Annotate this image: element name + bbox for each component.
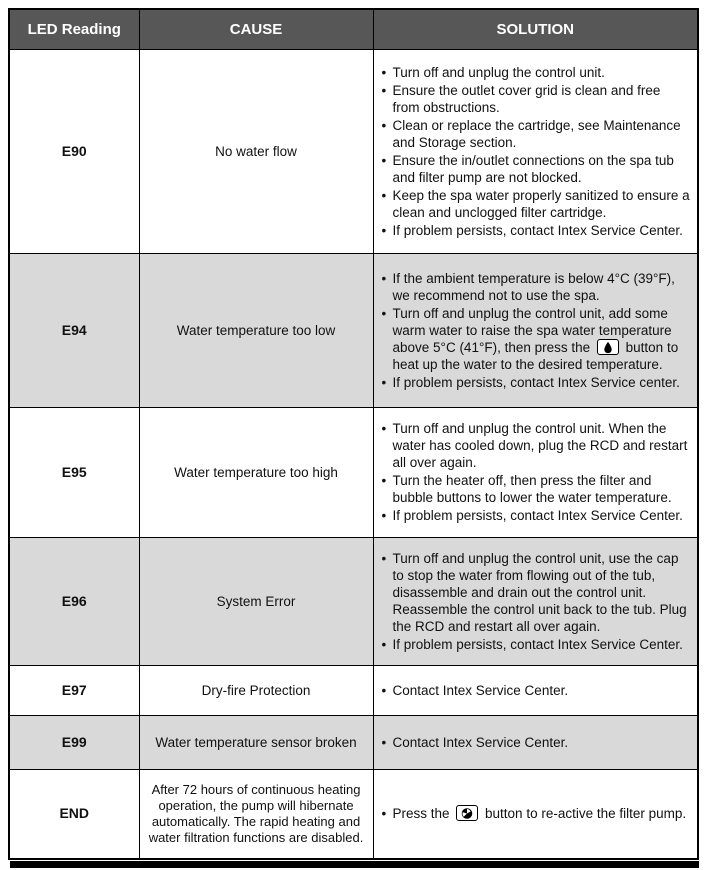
solution-item: • Turn off and unplug the control unit. When the water has cooled down, plug the RCD and restart all over again. bbox=[380, 420, 692, 471]
solution-item: • Clean or replace the cartridge, see Maintenance and Storage section. bbox=[380, 117, 692, 151]
solution-item: • If the ambient temperature is below 4°C (39°F), we recommend not to use the spa. bbox=[380, 270, 692, 304]
led-code: E99 bbox=[9, 715, 139, 769]
table-row-e97 bbox=[9, 665, 698, 715]
header-solution: SOLUTION bbox=[373, 9, 698, 49]
header-row bbox=[9, 9, 698, 49]
solution-text: Press the bbox=[392, 806, 454, 822]
solution-item: • Keep the spa water properly sanitized to ensure a clean and unclogged filter cartridge. bbox=[380, 187, 692, 221]
solution-cell bbox=[373, 665, 698, 715]
filter-button-icon bbox=[456, 805, 478, 821]
solution-text: button to re-active the filter pump. bbox=[481, 806, 687, 822]
solution-item: • Ensure the outlet cover grid is clean and free from obstructions. bbox=[380, 82, 692, 116]
cause-text: Water temperature too low bbox=[139, 253, 373, 407]
solution-item bbox=[380, 805, 692, 822]
header-led-reading: LED Reading bbox=[9, 9, 139, 49]
solution-item: • Contact Intex Service Center. bbox=[380, 682, 692, 699]
solution-item: • Ensure the in/outlet connections on the spa tub and filter pump are not blocked. bbox=[380, 152, 692, 186]
led-code: E97 bbox=[9, 665, 139, 715]
led-code: E96 bbox=[9, 537, 139, 665]
table-row-e90 bbox=[9, 49, 698, 253]
heater-button-icon bbox=[597, 339, 619, 355]
cause-text: Water temperature too high bbox=[139, 407, 373, 537]
led-code: E90 bbox=[9, 49, 139, 253]
solution-item: • If problem persists, contact Intex Service Center. bbox=[380, 222, 692, 239]
header-cause: CAUSE bbox=[139, 9, 373, 49]
led-code: END bbox=[9, 769, 139, 859]
table-row-e99 bbox=[9, 715, 698, 769]
solution-item bbox=[380, 305, 692, 373]
solution-text: Turn off and unplug the control unit, add some warm water to raise the spa water temperature above 5°C (41°F), then press the bbox=[392, 305, 672, 355]
led-code: E94 bbox=[9, 253, 139, 407]
cause-text: No water flow bbox=[139, 49, 373, 253]
cause-text: Dry-fire Protection bbox=[139, 665, 373, 715]
solution-cell bbox=[373, 407, 698, 537]
solution-cell bbox=[373, 537, 698, 665]
table-row-e95 bbox=[9, 407, 698, 537]
table-row-e94 bbox=[9, 253, 698, 407]
solution-text: button to heat up the water to the desired temperature. bbox=[392, 339, 679, 372]
solution-cell bbox=[373, 715, 698, 769]
cause-text: System Error bbox=[139, 537, 373, 665]
solution-item: • Turn off and unplug the control unit. bbox=[380, 64, 692, 81]
solution-item: • Contact Intex Service Center. bbox=[380, 734, 692, 751]
cause-text: After 72 hours of continuous heating operation, the pump will hibernate automatically. The rapid heating and water filtration functions are disabled. bbox=[139, 769, 373, 859]
table-row-e96 bbox=[9, 537, 698, 665]
page-edge-bar bbox=[10, 861, 699, 868]
led-code: E95 bbox=[9, 407, 139, 537]
troubleshooting-table bbox=[8, 8, 699, 860]
solution-item: • If problem persists, contact Intex Service center. bbox=[380, 374, 692, 391]
solution-item: • If problem persists, contact Intex Service Center. bbox=[380, 507, 692, 524]
solution-cell bbox=[373, 769, 698, 859]
solution-item: • Turn the heater off, then press the filter and bubble buttons to lower the water temperature. bbox=[380, 472, 692, 506]
solution-cell bbox=[373, 253, 698, 407]
solution-item: • If problem persists, contact Intex Service Center. bbox=[380, 636, 692, 653]
solution-cell bbox=[373, 49, 698, 253]
solution-item: • Turn off and unplug the control unit, use the cap to stop the water from flowing out of the tub, disassemble and drain out the control unit. Reassemble the control unit back to the tub. Plug the RCD and restart all over again. bbox=[380, 550, 692, 635]
cause-text: Water temperature sensor broken bbox=[139, 715, 373, 769]
table-row-end bbox=[9, 769, 698, 859]
